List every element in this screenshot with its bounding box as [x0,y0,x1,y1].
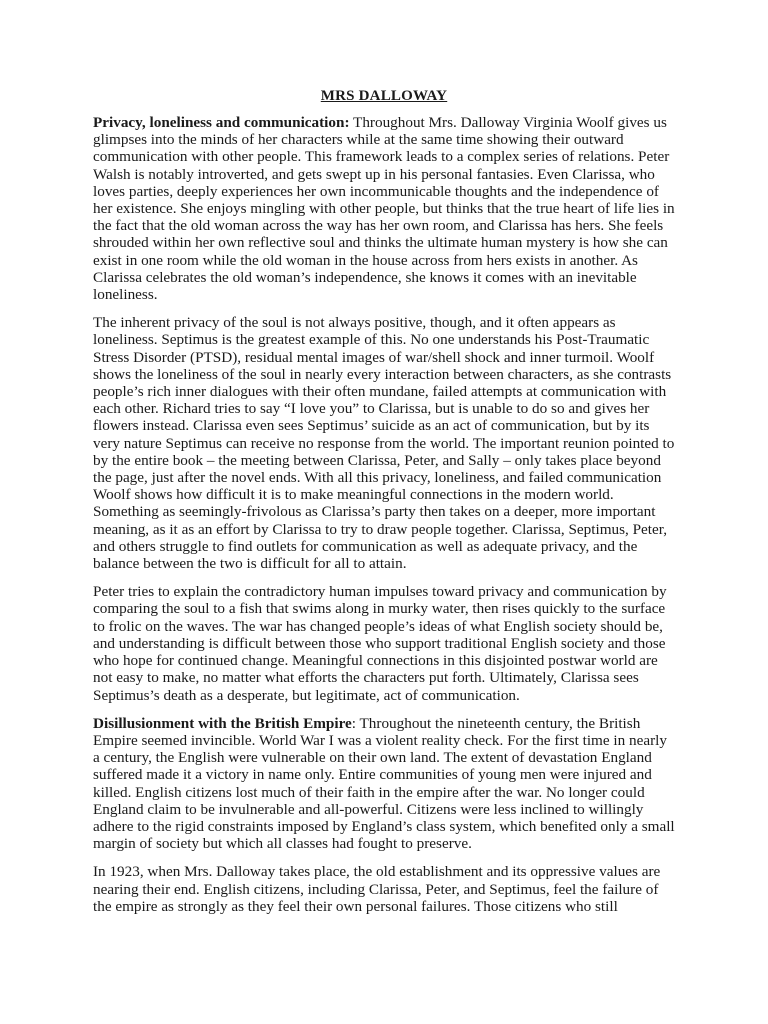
section-heading-privacy: Privacy, loneliness and communication: [93,114,350,131]
section-heading-empire: Disillusionment with the British Empire [93,714,352,732]
paragraph-text: Throughout Mrs. Dalloway Virginia Woolf gives us glimpses into the minds of her characters while at the same time showing their outward communication with other people. This framework leads to a complex series of relations. Peter Walsh is notably introverted, and gets swept up in his personal fantasies. Even Clarissa, who loves parties, deeply experiences her own incommunicable thoughts and the independence of her existence. She enjoys mingling with other people, but thinks that the true heart of life lies in the fact that the old woman across the way has her own room, and Clarissa has hers. She feels shrouded within her own reflective soul and thinks the ultimate human mystery is how she can exist in one room while the old woman in the house across from hers exists in another. As Clarissa celebrates the old woman’s independence, she knows it comes with an inevitable loneliness. [93,114,675,304]
paragraph-text: In 1923, when Mrs. Dalloway takes place, the old establishment and its oppressive values are nearing their end. English citizens, including Clarissa, Peter, and Septimus, feel the failure of the empire as strongly as they feel their own personal failures. Those citizens who still [93,863,661,915]
paragraph-privacy-intro [93,114,677,303]
paragraph-1923 [93,863,677,915]
document-body [93,114,677,926]
paragraph-fish-metaphor [93,583,677,703]
paragraph-text: Peter tries to explain the contradictory human impulses toward privacy and communication by comparing the soul to a fish that swims along in murky water, then rises quickly to the surface to frolic on the waves. The war has changed people’s ideas of what English society should be, and understanding is difficult between those who support traditional English society and those who hope for continued change. Meaningful connections in this disjointed postwar world are not easy to make, no matter what efforts the characters put forth. Ultimately, Clarissa sees Septimus’s death as a desperate, but legitimate, act of communication. [93,583,667,704]
paragraph-text: The inherent privacy of the soul is not always positive, though, and it often appears as loneliness. Septimus is the greatest example of this. No one understands his Post-Traumatic Stress Disorder (PTSD), residual mental images of war/shell shock and inner turmoil. Woolf shows the loneliness of the soul in nearly every interaction between characters, as she contrasts people’s rich inner dialogues with their often mundane, failed attempts at communication with each other. Richard tries to say “I love you” to Clarissa, but is unable to do so and gives her flowers instead. Clarissa even sees Septimus’ suicide as an act of communication, but by its very nature Septimus can receive no response from the world. The important reunion pointed to by the entire book – the meeting between Clarissa, Peter, and Sally – only takes place beyond the page, just after the novel ends. With all this privacy, loneliness, and failed communication Woolf shows how difficult it is to make meaningful connections in the modern world. Something as seemingly-frivolous as Clarissa’s party then takes on a deeper, more important meaning, as it as an effort by Clarissa to try to draw people together. Clarissa, Septimus, Peter, and others struggle to find outlets for communication as well as adequate privacy, and the balance between the two is difficult for all to attain. [93,314,675,573]
paragraph-empire-intro [93,715,677,853]
document-title: MRS DALLOWAY [320,88,448,104]
paragraph-loneliness [93,314,677,572]
paragraph-text: : Throughout the nineteenth century, the British Empire seemed invincible. World War I was a violent reality check. For the first time in nearly a century, the English were vulnerable on their own land. The extent of devastation England suffered made it a victory in name only. Entire communities of young men were injured and killed. English citizens lost much of their faith in the empire after the war. No longer could England claim to be invulnerable and all-powerful. Citizens were less inclined to willingly adhere to the rigid constraints imposed by England’s class system, which benefited only a small margin of society but which all classes had fought to preserve. [93,714,675,853]
